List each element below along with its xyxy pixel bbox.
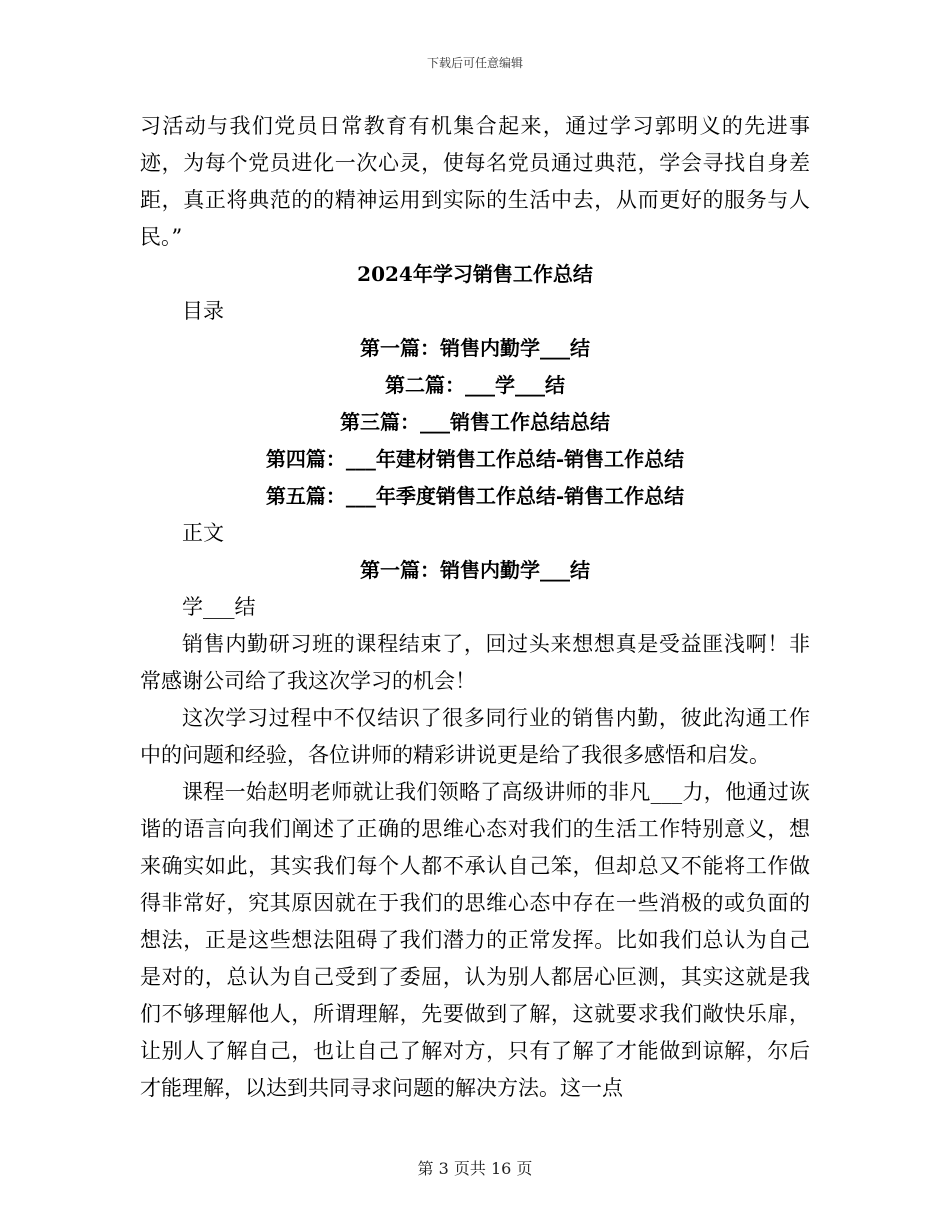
body-label: 正文 xyxy=(182,521,224,545)
document-body xyxy=(140,108,810,1107)
subheading: 学___结 xyxy=(182,595,256,619)
toc-item: 第四篇：___年建材销售工作总结-销售工作总结 xyxy=(265,447,685,471)
body-paragraph: 销售内勤研习班的课程结束了，回过头来想想真是受益匪浅啊！非常感谢公司给了我这次学习的机会！ xyxy=(140,632,810,693)
toc-label: 目录 xyxy=(182,299,224,323)
page-footer: 第 3 页共 16 页 xyxy=(417,1159,533,1178)
toc-item: 第五篇：___年季度销售工作总结-销售工作总结 xyxy=(265,484,685,508)
intro-paragraph: 习活动与我们党员日常教育有机集合起来，通过学习郭明义的先进事迹，为每个党员进化一次心灵，使每名党员通过典范，学会寻找自身差距，真正将典范的的精神运用到实际的生活中去，从而更好的服务与人民。” xyxy=(140,114,810,249)
document-title: 2024年学习销售工作总结 xyxy=(357,262,593,286)
page-header: 下载后可任意编辑 xyxy=(426,56,523,70)
body-paragraph: 这次学习过程中不仅结识了很多同行业的销售内勤，彼此沟通工作中的问题和经验，各位讲师的精彩讲说更是给了我很多感悟和启发。 xyxy=(140,706,810,767)
toc-item: 第三篇：___销售工作总结总结 xyxy=(340,410,610,434)
toc-item: 第二篇：___学___结 xyxy=(385,373,565,397)
section-title: 第一篇：销售内勤学___结 xyxy=(360,558,590,582)
body-paragraph: 课程一始赵明老师就让我们领略了高级讲师的非凡___力，他通过诙谐的语言向我们阐述了正确的思维心态对我们的生活工作特别意义，想来确实如此，其实我们每个人都不承认自己笨，但却总又不能将工作做得非常好，究其原因就在于我们的思维心态中存在一些消极的或负面的想法，正是这些想法阻碍了我们潜力的正常发挥。比如我们总认为自己是对的，总认为自己受到了委屈，认为别人都居心叵测，其实这就是我们不够理解他人，所谓理解，先要做到了解，这就要求我们敞快乐扉，让别人了解自己，也让自己了解对方，只有了解了才能做到谅解，尔后才能理解，以达到共同寻求问题的解决方法。这一点 xyxy=(140,780,810,1100)
toc-item: 第一篇：销售内勤学___结 xyxy=(360,336,590,360)
